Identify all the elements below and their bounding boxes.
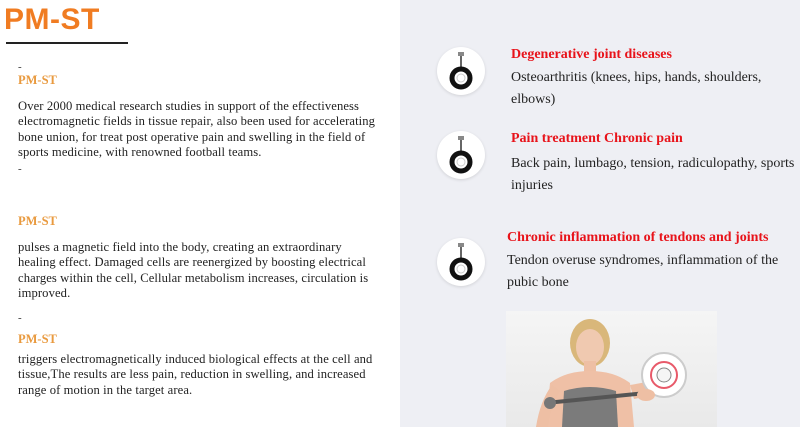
pemf-coil-icon: [437, 47, 485, 95]
indication-desc: Tendon overuse syndromes, inflammation of the pubic bone: [507, 253, 779, 290]
brand-underline: [6, 42, 128, 44]
section-2: [18, 214, 378, 302]
section-label: PM-ST: [18, 332, 57, 346]
section-label: PM-ST: [18, 214, 57, 228]
section-1: [18, 62, 378, 175]
product-demo-photo: [506, 311, 717, 427]
indication-item: [437, 230, 797, 300]
section-label: PM-ST: [18, 73, 57, 87]
pemf-coil-icon: [437, 238, 485, 286]
indication-item: [437, 47, 797, 113]
section-dash: -: [18, 61, 22, 73]
section-text: Over 2000 medical research studies in support of the effectiveness electromagnetic fields in tissue repair, also been used for accelerating bone union, for treat post operative pain and swelling in the field of sports medicine, with renowned football teams.: [18, 98, 376, 160]
indication-title: Degenerative joint diseases: [511, 47, 672, 62]
indication-item: [437, 131, 797, 197]
indication-title: Pain treatment Chronic pain: [511, 131, 683, 146]
section-dash: -: [18, 162, 22, 175]
section-3: [18, 313, 378, 398]
brand-title: PM-ST: [4, 3, 100, 36]
pemf-coil-icon: [437, 131, 485, 179]
section-text: triggers electromagnetically induced biological effects at the cell and tissue,The results are less pain, reduction in swelling, and increased range of motion in the target area.: [18, 351, 373, 397]
indication-desc: Osteoarthritis (knees, hips, hands, shoulders, elbows): [511, 70, 762, 107]
indication-title: Chronic inflammation of tendons and joints: [507, 230, 769, 245]
section-text: pulses a magnetic field into the body, creating an extraordinary healing effect. Damaged cells are reenergized by boosting electrical charges within the cell, Cellular metabolism increases, circulation is improved.: [18, 239, 369, 301]
indication-desc: Back pain, lumbago, tension, radiculopathy, sports injuries: [511, 156, 795, 193]
section-dash: -: [18, 312, 22, 324]
